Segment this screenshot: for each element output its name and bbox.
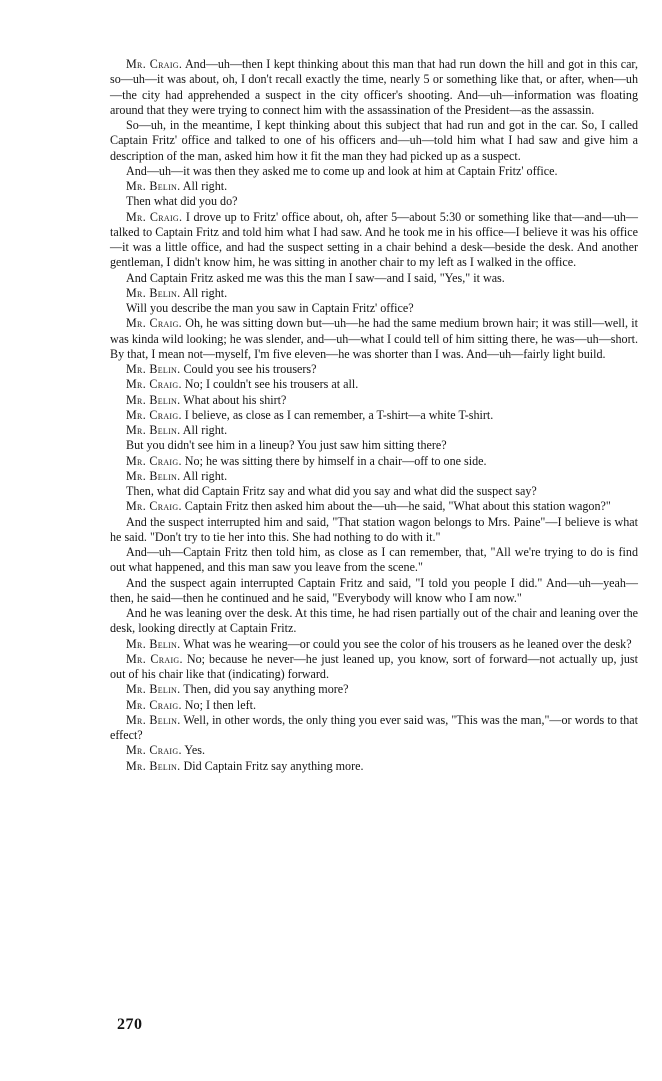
- speaker-name: Mr. Belin.: [126, 392, 181, 407]
- testimony-paragraph: [110, 743, 638, 758]
- testimony-paragraph: [110, 271, 638, 286]
- testimony-paragraph: [110, 408, 638, 423]
- testimony-paragraph: [110, 515, 638, 546]
- paragraph-text: Well, in other words, the only thing you ever said was, "This was the man,"—or words to that effect?: [110, 712, 638, 742]
- testimony-paragraph: [110, 438, 638, 453]
- paragraph-text: What about his shirt?: [180, 392, 287, 407]
- speaker-name: Mr. Craig.: [126, 377, 182, 392]
- paragraph-text: I believe, as close as I can remember, a T-shirt—a white T-shirt.: [181, 407, 494, 422]
- speaker-name: Mr. Craig.: [126, 651, 183, 666]
- testimony-paragraph: [110, 286, 638, 301]
- speaker-name: Mr. Belin.: [126, 285, 181, 300]
- paragraph-text: And the suspect interrupted him and said, "That station wagon belongs to Mrs. Paine"—I believe is what he said. "Don't try to tie her into this. She had nothing to do with it.": [110, 514, 638, 544]
- paragraph-text: And—uh—it was then they asked me to come up and look at him at Captain Fritz' office.: [126, 163, 558, 178]
- paragraph-text: No; I then left.: [181, 697, 257, 712]
- testimony-paragraph: [110, 377, 638, 392]
- testimony-paragraph: [110, 179, 638, 194]
- paragraph-text: But you didn't see him in a lineup? You just saw him sitting there?: [126, 438, 447, 453]
- paragraph-text: So—uh, in the meantime, I kept thinking about this subject that had run and got in the car. So, I called Captain Fritz' office and talked to one of his officers and—uh—told him what I had saw and give him a description of the man, asked him how it fit the man they had picked up as a suspect.: [110, 118, 638, 163]
- paragraph-text: No; because he never—he just leaned up, you know, sort of forward—not actually up, just out of his chair like that (indicating) forward.: [110, 651, 639, 681]
- paragraph-text: All right.: [180, 285, 228, 300]
- paragraph-text: Yes.: [181, 743, 205, 758]
- paragraph-text: And Captain Fritz asked me was this the man I saw—and I said, "Yes," it was.: [126, 270, 505, 285]
- testimony-paragraph: [110, 57, 638, 118]
- testimony-paragraph: [110, 682, 638, 697]
- testimony-paragraph: [110, 759, 638, 774]
- paragraph-text: Did Captain Fritz say anything more.: [180, 758, 364, 773]
- testimony-paragraph: [110, 423, 638, 438]
- paragraph-text: All right.: [180, 179, 228, 193]
- speaker-name: Mr. Craig.: [126, 407, 182, 422]
- speaker-name: Mr. Craig.: [126, 57, 183, 71]
- speaker-name: Mr. Belin.: [126, 179, 181, 193]
- testimony-paragraph: [110, 118, 638, 164]
- testimony-paragraph: [110, 194, 638, 209]
- paragraph-text: Could you see his trousers?: [180, 362, 317, 376]
- paragraph-text: Then, what did Captain Fritz say and what did you say and what did the suspect say?: [126, 484, 537, 498]
- paragraph-text: And—uh—Captain Fritz then told him, as close as I can remember, that, "All we're trying to do is find out what happened, and this man saw you leave from the scene.": [110, 545, 638, 575]
- speaker-name: Mr. Belin.: [126, 758, 181, 773]
- testimony-body: [110, 57, 638, 774]
- paragraph-text: And the suspect again interrupted Captain Fritz and said, "I told you people I did." And—uh—yeah—then, he said—then he continued and he said, "Everybody will know who I am now.": [110, 575, 638, 605]
- paragraph-text: Then what did you do?: [126, 194, 238, 209]
- paragraph-text: All right.: [180, 468, 228, 483]
- testimony-paragraph: [110, 576, 638, 607]
- speaker-name: Mr. Craig.: [126, 743, 182, 758]
- paragraph-text: All right.: [180, 423, 228, 437]
- testimony-paragraph: [110, 713, 638, 744]
- paragraph-text: Oh, he was sitting down but—uh—he had the same medium brown hair; it was still—well, it was kinda wild looking; he was slender, and—uh—what I could tell of him sitting there, he was—uh—short. By that, I mean not—myself, I'm five eleven—he was shorter than I was. And—uh—fairly light build.: [110, 316, 638, 361]
- testimony-paragraph: [110, 484, 638, 499]
- paragraph-text: What was he wearing—or could you see the color of his trousers as he leaned over the desk?: [180, 636, 632, 651]
- testimony-paragraph: [110, 164, 638, 179]
- testimony-paragraph: [110, 606, 638, 637]
- testimony-paragraph: [110, 316, 638, 362]
- speaker-name: Mr. Craig.: [126, 316, 182, 331]
- speaker-name: Mr. Belin.: [126, 423, 181, 437]
- speaker-name: Mr. Craig.: [126, 209, 183, 224]
- testimony-paragraph: [110, 499, 638, 514]
- testimony-paragraph: [110, 362, 638, 377]
- speaker-name: Mr. Belin.: [126, 362, 181, 376]
- speaker-name: Mr. Craig.: [126, 499, 182, 514]
- testimony-paragraph: [110, 637, 638, 652]
- testimony-paragraph: [110, 698, 638, 713]
- paragraph-text: Will you describe the man you saw in Captain Fritz' office?: [126, 301, 414, 315]
- paragraph-text: No; I couldn't see his trousers at all.: [181, 377, 359, 392]
- paragraph-text: No; he was sitting there by himself in a chair—off to one side.: [181, 453, 487, 468]
- testimony-paragraph: [110, 210, 638, 271]
- speaker-name: Mr. Belin.: [126, 682, 181, 697]
- speaker-name: Mr. Belin.: [126, 712, 181, 727]
- speaker-name: Mr. Craig.: [126, 453, 182, 468]
- paragraph-text: Captain Fritz then asked him about the—uh—he said, "What about this station wagon?": [181, 499, 611, 514]
- testimony-paragraph: [110, 652, 638, 683]
- paragraph-text: Then, did you say anything more?: [180, 682, 349, 697]
- testimony-paragraph: [110, 469, 638, 484]
- paragraph-text: And—uh—then I kept thinking about this man that had run down the hill and got in this car, so—uh—it was about, oh, I don't recall exactly the time, nearly 5 or something like that, or after, when—uh—the city had apprehended a suspect in the city officer's shooting. And—uh—information was floating around that they were trying to connect him with the assassination of the President—as the assassin.: [110, 57, 638, 117]
- testimony-paragraph: [110, 454, 638, 469]
- testimony-paragraph: [110, 545, 638, 576]
- testimony-paragraph: [110, 301, 638, 316]
- paragraph-text: And he was leaning over the desk. At this time, he had risen partially out of the chair and leaning over the desk, looking directly at Captain Fritz.: [110, 606, 638, 636]
- speaker-name: Mr. Belin.: [126, 468, 181, 483]
- paragraph-text: I drove up to Fritz' office about, oh, after 5—about 5:30 or something like that—and—uh—talked to Captain Fritz and told him what I had saw. And he took me in his office—I believe it was his office—it was a little office, and had the suspect setting in a chair behind a desk—beside the desk. And another gentleman, I didn't know him, he was sitting in another chair to my left as I walked in the office.: [110, 209, 639, 270]
- page-number: 270: [117, 1016, 143, 1033]
- speaker-name: Mr. Craig.: [126, 697, 182, 712]
- testimony-paragraph: [110, 393, 638, 408]
- speaker-name: Mr. Belin.: [126, 636, 181, 651]
